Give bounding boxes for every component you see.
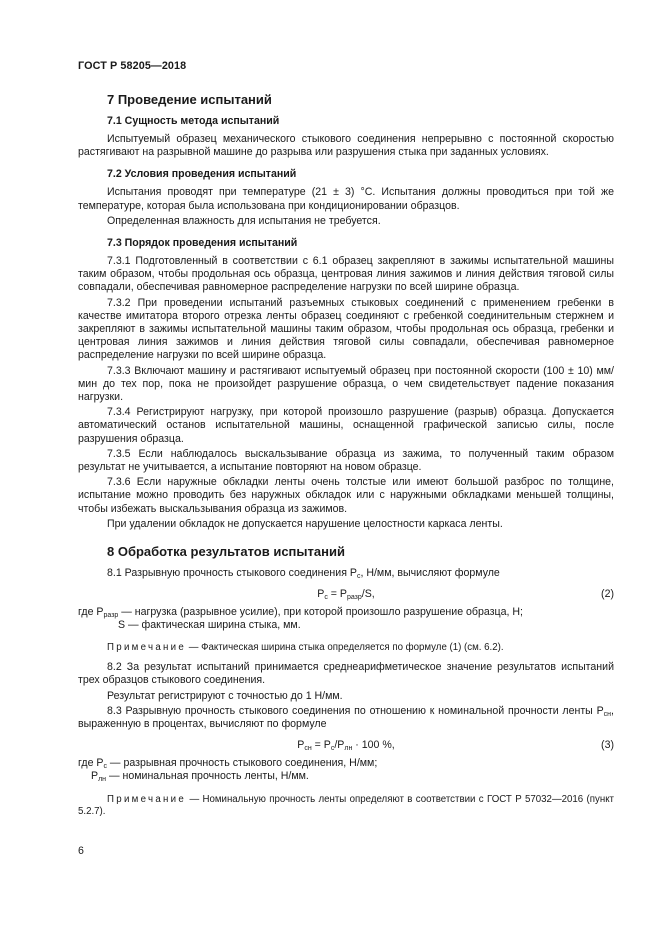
text-run: — нагрузка (разрывное усилие), при которой произошло разрушение образца, Н;: [118, 606, 523, 619]
text-run: где Р: [78, 606, 104, 619]
note: [78, 642, 614, 655]
text-run: · 100 %,: [352, 739, 395, 752]
text-run: — разрывная прочность стыкового соединения, Н/мм;: [106, 757, 378, 770]
text-run: Р: [317, 588, 325, 601]
text-run: 8.3 Разрывную прочность стыкового соединения по отношению к номинальной прочности ленты Р: [107, 704, 604, 717]
text-run: /S,: [361, 588, 375, 601]
subscript: сн: [304, 745, 312, 753]
legend-line: [78, 770, 614, 783]
paragraph: [78, 705, 614, 731]
subscript: лн: [344, 745, 353, 753]
page-number: 6: [78, 845, 84, 857]
note-label: Примечание: [107, 793, 187, 805]
paragraph: Результат регистрируют с точностью до 1 Н/мм.: [107, 689, 343, 702]
section-7-title: 7 Проведение испытаний: [107, 92, 272, 107]
text-run: — номинальная прочность ленты, Н/мм.: [106, 770, 309, 783]
text-run: = Р: [311, 739, 331, 752]
text-run: 8.1 Разрывную прочность стыкового соединения Р: [107, 567, 357, 580]
paragraph: Испытуемый образец механического стыкового соединения непрерывно с постоянной скоростью растягивают на разрывной машине до разрыва или разрушения стыка при заданных условиях.: [78, 133, 614, 159]
subscript: разр: [346, 594, 362, 602]
legend-line: [78, 757, 614, 770]
subscript: разр: [103, 612, 119, 620]
subsection-7-3-title: 7.3 Порядок проведения испытаний: [107, 237, 298, 250]
paragraph: Испытания проводят при температуре (21 ± 3) °С. Испытания должны проводиться при той же температуре, которая была использована при кондиционировании образцов.: [78, 186, 614, 212]
paragraph: 7.3.3 Включают машину и растягивают испытуемый образец при постоянной скорости (100 ± 10) мм/мин до тех пор, пока не произойдет разрушение образца, о чем свидетельствует падение показания нагрузки.: [78, 364, 614, 404]
paragraph: 7.3.6 Если наружные обкладки ленты очень толстые или имеют большой разброс по толщине, испытание можно проводить без наружных обкладок или с наружными обкладками меньшей толщины, чтобы избежать выскальзывания образца из зажимов.: [78, 476, 614, 515]
subscript: сн: [603, 710, 612, 718]
formula-expression: [78, 586, 614, 602]
subsection-7-2-title: 7.2 Условия проведения испытаний: [107, 168, 297, 181]
paragraph: Определенная влажность для испытания не требуется.: [107, 214, 381, 227]
legend-line: S — фактическая ширина стыка, мм.: [118, 619, 301, 632]
formula-number: (2): [601, 588, 614, 601]
formula-2: [78, 586, 614, 602]
subscript: лн: [98, 776, 107, 784]
page-content: [78, 92, 614, 819]
text-run: Р: [297, 739, 305, 752]
subsection-7-1-title: 7.1 Сущность метода испытаний: [107, 115, 280, 127]
text-run: /Р: [334, 739, 345, 752]
formula-expression: [78, 737, 614, 753]
note-text: — Фактическая ширина стыка определяется по формуле (1) (см. 6.2).: [186, 641, 504, 653]
note-label: Примечание: [107, 641, 187, 653]
subscript: с: [356, 573, 361, 581]
text-run: , Н/мм, вычисляют формуле: [360, 567, 500, 580]
text-run: , выраженную в процентах, вычисляют по формуле: [78, 704, 614, 730]
paragraph: [78, 567, 614, 580]
subscript: с: [103, 763, 107, 771]
text-run: Р: [91, 770, 99, 783]
paragraph: 7.3.1 Подготовленный в соответствии с 6.1 образец закрепляют в зажимы испытательной машины таким образом, чтобы продольная ось образца, центровая линия зажимов и линия действия тяговой силы совпадали, обеспечивая равномерное распределение нагрузки по всей ширине образца.: [78, 255, 614, 294]
formula-3: [78, 737, 614, 753]
document-header: ГОСТ Р 58205—2018: [78, 60, 187, 72]
paragraph: 8.2 За результат испытаний принимается среднеарифметическое значение результатов испытаний трех образцов стыкового соединения.: [78, 661, 614, 687]
subscript: с: [330, 745, 335, 753]
text-run: = Р: [327, 588, 347, 601]
section-8-title: 8 Обработка результатов испытаний: [107, 544, 345, 560]
legend-line: [78, 606, 614, 619]
note-text: — Номинальную прочность ленты определяют в соответствии с ГОСТ Р 57032—2016 (пункт 5.2.7).: [78, 793, 614, 818]
subscript: с: [324, 594, 328, 602]
note: [78, 794, 614, 819]
formula-number: (3): [601, 739, 614, 752]
paragraph: 7.3.4 Регистрируют нагрузку, при которой произошло разрушение (разрыв) образца. Допускается автоматический останов испытательной машины, оснащенной графической записью силы, после разрушения образца.: [78, 406, 614, 445]
paragraph: 7.3.5 Если наблюдалось выскальзывание образца из зажима, то полученный таким образом результат не учитывается, а испытание повторяют на новом образце.: [78, 447, 614, 474]
text-run: где Р: [78, 757, 104, 770]
paragraph: При удалении обкладок не допускается нарушение целостности каркаса ленты.: [107, 517, 503, 530]
paragraph: 7.3.2 При проведении испытаний разъемных стыковых соединений с применением гребенки в качестве имитатора второго отрезка ленты образец соединяют с гребенкой соединительным стержнем и закрепляют в зажимы испытательной машины таким образом, чтобы продольная ось образца, гребенки и центровая линия зажимов и линия действия тяговой силы совпадали, обеспечивая равномерное распределение нагрузки по всей ширине образца.: [78, 296, 614, 362]
